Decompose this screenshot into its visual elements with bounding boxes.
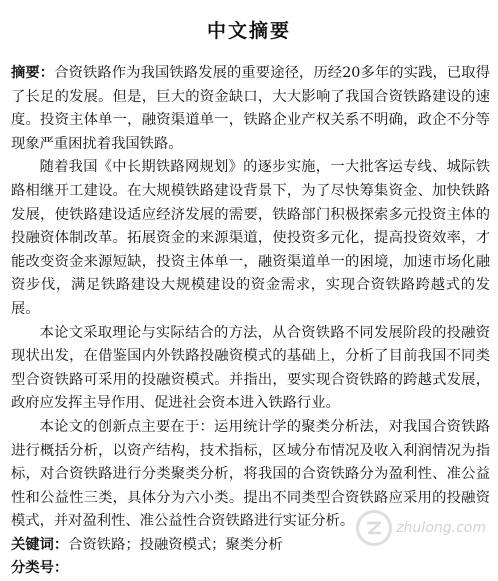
zhulong-logo-icon xyxy=(356,510,392,546)
abstract-body xyxy=(11,62,490,581)
keywords-value: 合资铁路；投融资模式；聚类分析 xyxy=(68,536,283,553)
abstract-paragraph-3: 本论文采取理论与实际结合的方法，从合资铁路不同发展阶段的投融资现状出发，在借鉴国内外铁路投融资模式的基础上，分析了目前我国不同类型合资铁路可采用的投融资模式。并指出，要实现合资铁路的跨越式发展，政府应发挥主导作用、促进社会资本进入铁路行业。 xyxy=(11,324,490,412)
abstract-text-1: 合资铁路作为我国铁路发展的重要途径，历经20多年的实践，已取得了长足的发展。但是，巨大的资金缺口，大大影响了我国合资铁路建设的速度。投资主体单一，融资渠道单一，铁路企业产权关系不明确，政企不分等现象严重困扰着我国铁路。 xyxy=(11,65,490,152)
abstract-label: 摘要： xyxy=(11,65,55,81)
classification-label: 分类号： xyxy=(11,560,69,577)
watermark-text: zhulong.com xyxy=(396,520,486,536)
keywords-label: 关键词： xyxy=(11,536,69,553)
page-title: 中文摘要 xyxy=(206,20,291,42)
watermark xyxy=(356,510,486,546)
classification-line xyxy=(11,557,490,581)
abstract-paragraph-1 xyxy=(11,62,490,156)
abstract-paragraph-2: 随着我国《中长期铁路网规划》的逐步实施，一大批客运专线、城际铁路相继开工建设。在大规模铁路建设背景下，为了尽快筹集资金、加快铁路发展，使铁路建设适应经济发展的需要，铁路部门积极探索多元投资主体的投融资体制改革。拓展资金的来源渠道，使投资多元化，提高投资效率，才能改变资金来源短缺，投资主体单一，融资渠道单一的困境，加速市场化融资步伐，满足铁路建设大规模建设的资金需求，实现合资铁路跨越式的发展。 xyxy=(11,159,490,317)
abstract-paragraph-4: 本论文的创新点主要在于：运用统计学的聚类分析法，对我国合资铁路进行概括分析，以资产结构，技术指标，区域分布情况及收入利润情况为指标，对合资铁路进行分类聚类分析，将我国的合资铁路分为盈利性、准公益性和公益性三类，具体分为六小类。提出不同类型合资铁路应采用的投融资模式，并对盈利性、准公益性合资铁路进行实证分析。 xyxy=(11,418,490,530)
